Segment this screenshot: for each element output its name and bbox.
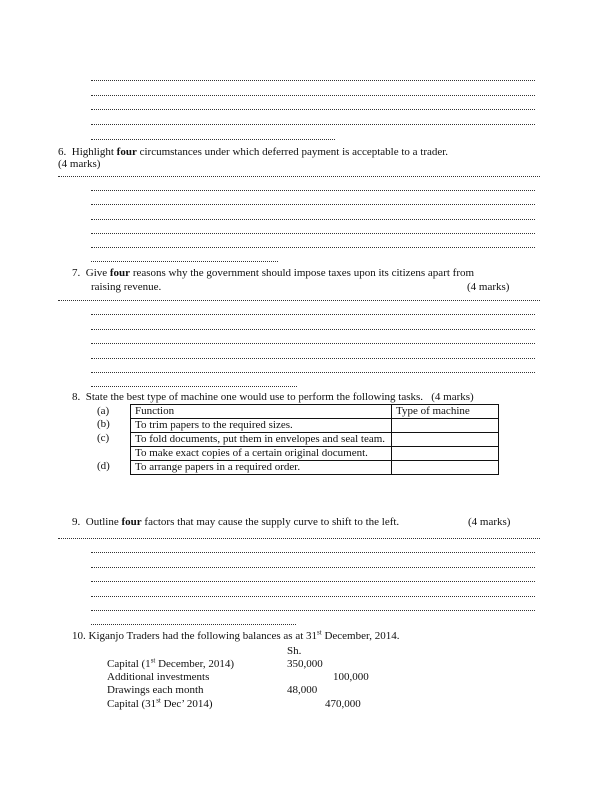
item-label: (b) (97, 418, 110, 430)
balance-amount: 100,000 (333, 671, 369, 683)
question-7: 7. Give four reasons why the government should impose taxes upon its citizens apart from (72, 267, 475, 279)
header-function: Function (131, 405, 392, 419)
answer-line (58, 538, 540, 539)
answer-line (91, 109, 535, 110)
balance-amount: 48,000 (287, 684, 318, 696)
answer-line (91, 329, 535, 330)
machine-table (130, 404, 499, 475)
answer-line (91, 372, 535, 373)
answer-line (91, 95, 535, 96)
answer-line (91, 358, 535, 359)
question-9: 9. Outline four factors that may cause the supply curve to shift to the left. (72, 516, 400, 528)
machine-answer-cell[interactable] (392, 461, 499, 475)
answer-line (91, 261, 278, 262)
answer-line (91, 567, 535, 568)
item-label: (a) (97, 405, 110, 417)
balance-label: Drawings each month (107, 684, 204, 696)
answer-line (91, 233, 535, 234)
table-row (131, 419, 499, 433)
answer-line (91, 190, 535, 191)
function-cell: To make exact copies of a certain original document. (131, 447, 392, 461)
answer-line (91, 219, 535, 220)
currency-label: Sh. (287, 645, 302, 657)
answer-line (91, 343, 535, 344)
answer-line (91, 314, 535, 315)
question-6-marks: (4 marks) (58, 158, 101, 170)
answer-line (91, 124, 535, 125)
balance-label: Additional investments (107, 671, 210, 683)
answer-line (91, 80, 535, 81)
answer-line (91, 552, 535, 553)
table-header-row (131, 405, 499, 419)
function-cell: To fold documents, put them in envelopes and seal team. (131, 433, 392, 447)
header-machine: Type of machine (392, 405, 499, 419)
question-9-marks: (4 marks) (468, 516, 511, 528)
table-row (131, 447, 499, 461)
function-cell: To arrange papers in a required order. (131, 461, 392, 475)
answer-line (91, 596, 535, 597)
machine-answer-cell[interactable] (392, 447, 499, 461)
table-row (131, 433, 499, 447)
answer-line (58, 300, 540, 301)
balance-label: Capital (31st Dec’ 2014) (107, 696, 213, 710)
answer-line (91, 581, 535, 582)
answer-line (91, 624, 296, 625)
question-8: 8. State the best type of machine one would use to perform the following tasks. (4 marks) (72, 391, 474, 403)
balance-amount: 470,000 (325, 698, 361, 710)
answer-line (91, 139, 335, 140)
question-7-marks: (4 marks) (467, 281, 510, 293)
machine-answer-cell[interactable] (392, 419, 499, 433)
answer-line (91, 204, 535, 205)
question-7-line2: raising revenue. (91, 281, 162, 293)
answer-line (58, 176, 540, 177)
answer-line (91, 247, 535, 248)
item-label: (c) (97, 432, 110, 444)
answer-line (91, 386, 297, 387)
table-row (131, 461, 499, 475)
item-label: (d) (97, 460, 110, 472)
question-6: 6. Highlight four circumstances under which deferred payment is acceptable to a trader. (58, 146, 449, 158)
balance-label: Capital (1st December, 2014) (107, 656, 235, 670)
machine-answer-cell[interactable] (392, 433, 499, 447)
question-10: 10. Kiganjo Traders had the following balances as at 31st December, 2014. (72, 628, 400, 642)
function-cell: To trim papers to the required sizes. (131, 419, 392, 433)
answer-line (91, 610, 535, 611)
balance-amount: 350,000 (287, 658, 323, 670)
